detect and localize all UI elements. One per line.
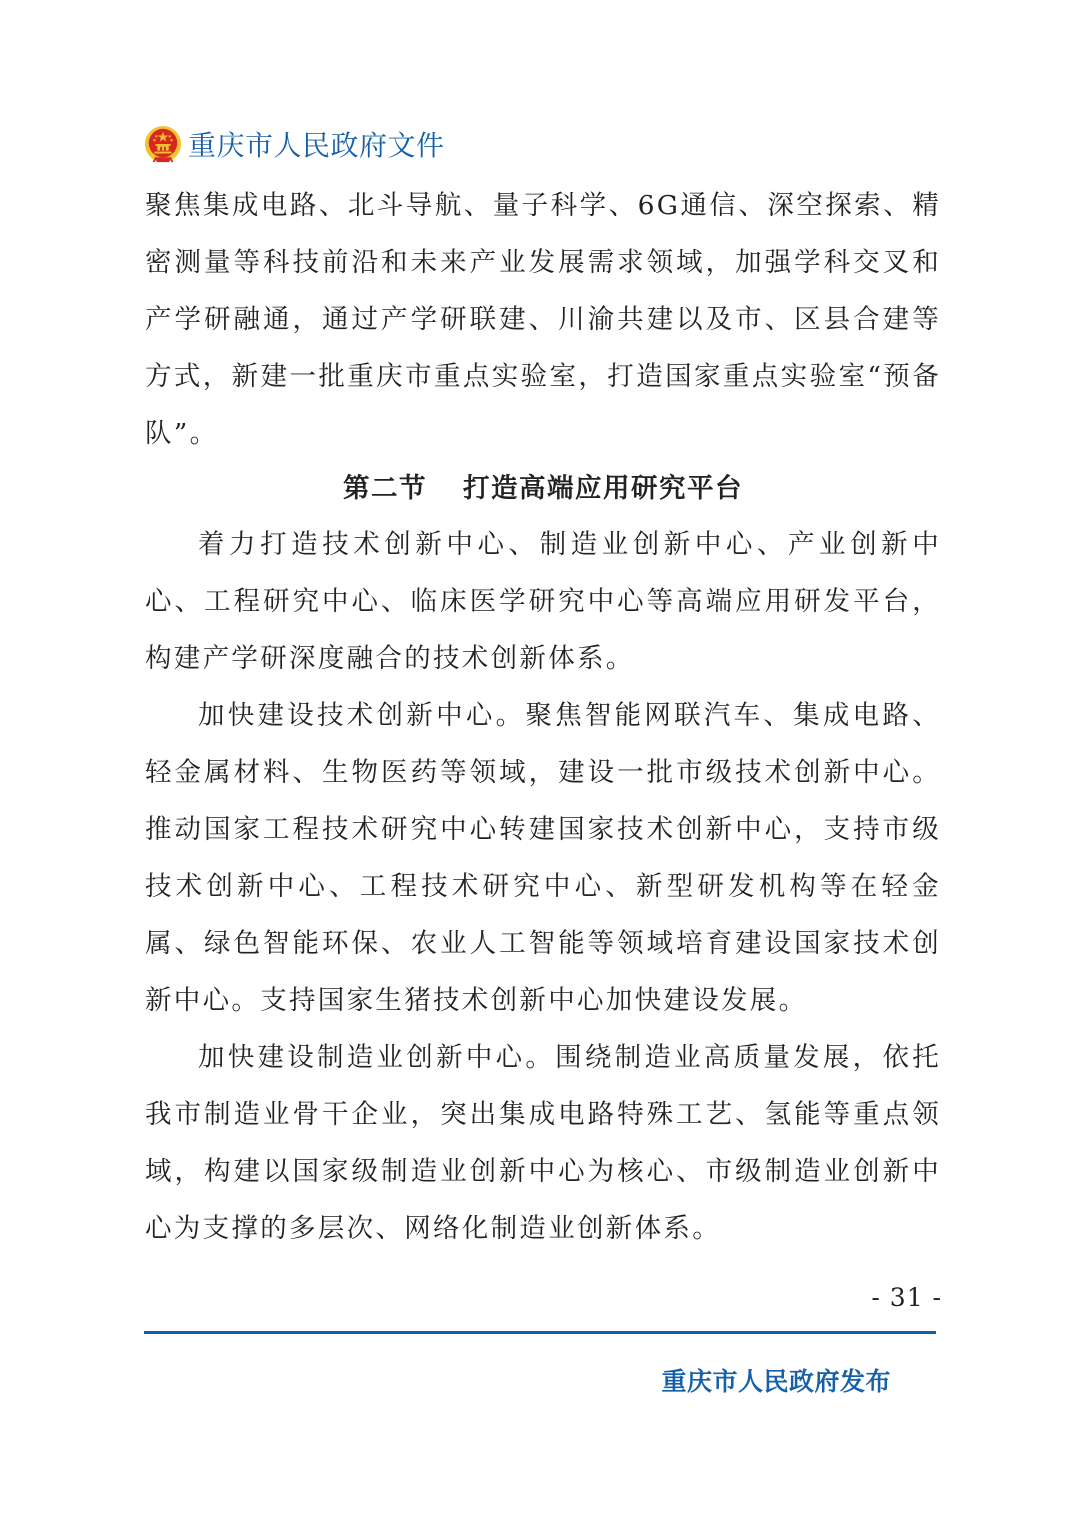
section-title: 打造高端应用研究平台 <box>463 473 743 504</box>
section-number: 第二节 <box>343 473 427 504</box>
footer-publisher: 重庆市人民政府发布 <box>661 1367 891 1396</box>
section-heading <box>145 460 941 517</box>
page-number: - 31 - <box>871 1283 942 1312</box>
body-paragraph: 加快建设技术创新中心。聚焦智能网联汽车、集成电路、轻金属材料、生物医药等领域，建设一批市级技术创新中心。推动国家工程技术研究中心转建国家技术创新中心，支持市级技术创新中心、工程技术研究中心、新型研发机构等在轻金属、绿色智能环保、农业人工智能等领域培育建设国家技术创新中心。支持国家生猪技术创新中心加快建设发展。 <box>145 700 941 1016</box>
national-emblem-icon <box>144 125 182 163</box>
document-header-title: 重庆市人民政府文件 <box>188 129 445 162</box>
footer-divider <box>144 1331 936 1334</box>
continued-paragraph: 聚焦集成电路、北斗导航、量子科学、6G通信、深空探索、精密测量等科技前沿和未来产业发展需求领域，加强学科交叉和产学研融通，通过产学研联建、川渝共建以及市、区县合建等方式，新建一批重庆市重点实验室，打造国家重点实验室“预备队”。 <box>145 190 941 449</box>
continued-paragraph-block <box>145 177 941 462</box>
body-paragraph: 着力打造技术创新中心、制造业创新中心、产业创新中心、工程研究中心、临床医学研究中心等高端应用研发平台，构建产学研深度融合的技术创新体系。 <box>145 529 941 674</box>
document-header <box>144 122 445 166</box>
section-body <box>145 516 941 1257</box>
body-paragraph: 加快建设制造业创新中心。围绕制造业高质量发展，依托我市制造业骨干企业，突出集成电路特殊工艺、氢能等重点领域，构建以国家级制造业创新中心为核心、市级制造业创新中心为支撑的多层次、网络化制造业创新体系。 <box>145 1042 941 1244</box>
